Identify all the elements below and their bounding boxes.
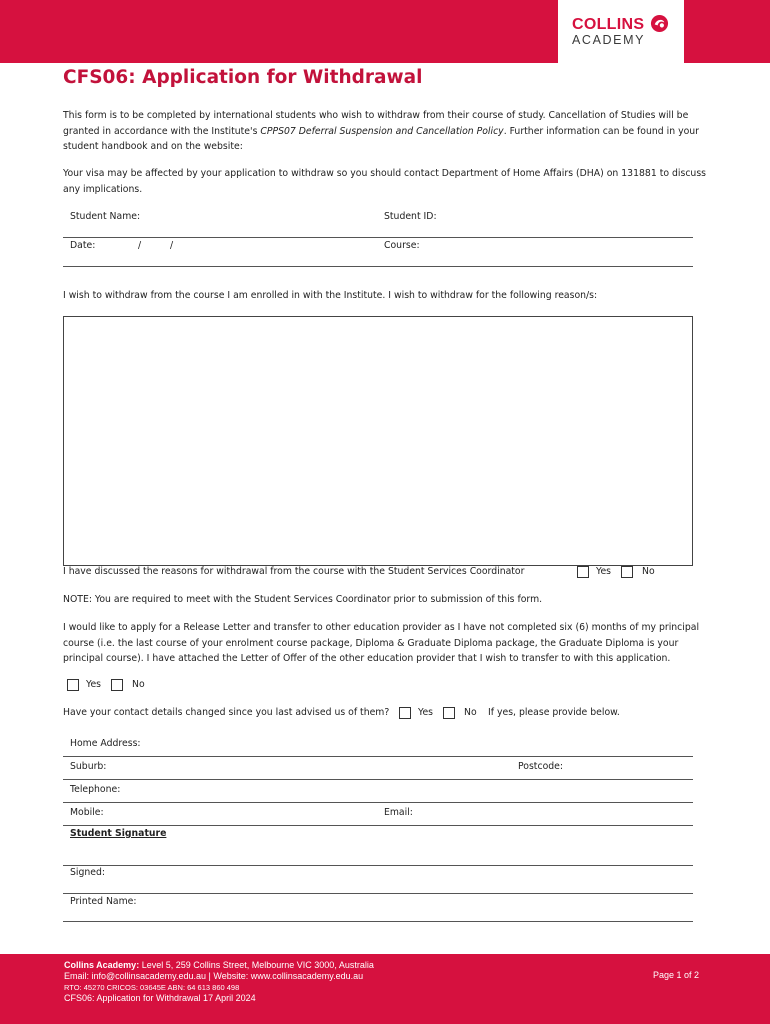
student-signature-heading: Student Signature xyxy=(70,828,167,839)
release-no-label: No xyxy=(132,679,145,690)
contact-no-label: No xyxy=(464,707,477,718)
discussed-yes-checkbox[interactable] xyxy=(577,566,589,578)
intro-text-1: This form is to be completed by international students who wish to withdraw from their course of study. Cancellation of Studies will be granted in accordance with the Institute's xyxy=(63,110,689,137)
home-address-label: Home Address: xyxy=(70,738,141,749)
footer-bar xyxy=(0,954,770,1024)
page-title: CFS06: Application for Withdrawal xyxy=(63,67,423,88)
coordinator-note: NOTE: You are required to meet with the Student Services Coordinator prior to submission of this form. xyxy=(63,594,543,605)
email-label: Email: xyxy=(384,807,413,818)
discussed-no-checkbox[interactable] xyxy=(621,566,633,578)
discussed-no-label: No xyxy=(642,566,655,577)
signature-top-divider xyxy=(63,865,693,866)
printed-name-label: Printed Name: xyxy=(70,896,137,907)
discussed-statement: I have discussed the reasons for withdrawal from the course with the Student Services Coordinator xyxy=(63,566,525,577)
signed-divider xyxy=(63,893,693,894)
postcode-label: Postcode: xyxy=(518,761,564,772)
date-separator: / xyxy=(170,240,174,251)
withdrawal-reason-field[interactable] xyxy=(63,316,693,566)
footer-rto-line: RTO: 45270 CRICOS: 03645E ABN: 64 613 860 498 xyxy=(64,983,240,992)
footer-address-line xyxy=(64,960,374,970)
student-name-label: Student Name: xyxy=(70,211,141,222)
mobile-divider xyxy=(63,825,693,826)
home-address-divider xyxy=(63,756,693,757)
course-label: Course: xyxy=(384,240,420,251)
visa-note: Your visa may be affected by your application to withdraw so you should contact Department of Home Affairs (DHA) on 131881 to discuss any implications. xyxy=(63,168,707,195)
signed-label: Signed: xyxy=(70,867,106,878)
telephone-label: Telephone: xyxy=(70,784,121,795)
intro-text-2: . Further information can be found in your student handbook and on the website: xyxy=(63,125,699,152)
intro-paragraph xyxy=(63,108,711,155)
contact-yes-label: Yes xyxy=(418,707,434,718)
mobile-label: Mobile: xyxy=(70,807,104,818)
release-letter-paragraph: I would like to apply for a Release Letter and transfer to other education provider as I have not completed six (6) months of my principal course (i.e. the last course of your enrolment course package, Diploma & Graduate Diploma package, the Graduate Diploma is your principal course). I have attached the Letter of Offer of the other education provider that I wish to transfer to with this application. xyxy=(63,622,700,664)
student-row-divider xyxy=(63,237,693,238)
release-no-checkbox[interactable] xyxy=(111,679,123,691)
contact-followup: If yes, please provide below. xyxy=(488,707,620,718)
printed-name-divider xyxy=(63,921,693,922)
contact-changed-question: Have your contact details changed since you last advised us of them? xyxy=(63,707,390,718)
release-yes-label: Yes xyxy=(86,679,102,690)
collins-academy-logo xyxy=(558,0,684,63)
contact-no-checkbox[interactable] xyxy=(443,707,455,719)
footer-doc-ref: CFS06: Application for Withdrawal 17 April 2024 xyxy=(64,993,256,1003)
policy-reference: CPPS07 Deferral Suspension and Cancellation Policy xyxy=(260,125,504,137)
logo-text-collins: COLLINS xyxy=(572,16,645,33)
suburb-label: Suburb: xyxy=(70,761,107,772)
discussed-yes-label: Yes xyxy=(596,566,612,577)
telephone-divider xyxy=(63,802,693,803)
footer-address: Level 5, 259 Collins Street, Melbourne VIC 3000, Australia xyxy=(141,960,374,970)
date-row-divider xyxy=(63,266,693,267)
logo-swirl-icon xyxy=(650,14,669,33)
release-yes-checkbox[interactable] xyxy=(67,679,79,691)
page-number: Page 1 of 2 xyxy=(653,970,700,980)
footer-contact-line: Email: info@collinsacademy.edu.au | Website: www.collinsacademy.edu.au xyxy=(64,971,364,981)
contact-yes-checkbox[interactable] xyxy=(399,707,411,719)
student-id-label: Student ID: xyxy=(384,211,437,222)
date-label: Date: xyxy=(70,240,96,251)
date-separator: / xyxy=(138,240,142,251)
logo-text-academy: ACADEMY xyxy=(572,33,646,47)
footer-org-name: Collins Academy: xyxy=(64,960,140,970)
suburb-divider xyxy=(63,779,693,780)
reason-prompt: I wish to withdraw from the course I am enrolled in with the Institute. I wish to withdraw for the following reason/s: xyxy=(63,290,598,301)
